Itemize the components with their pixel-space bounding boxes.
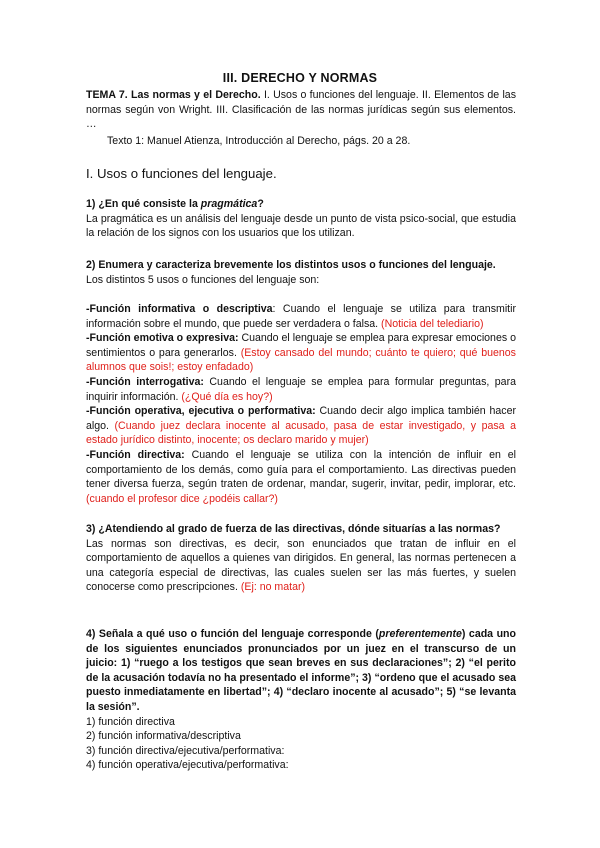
question-1-answer: La pragmática es un análisis del lenguaje desde un punto de vista psico-social, que estudia la relación de los signos con los usuarios que los utilizan. [86, 212, 516, 240]
question-3-label: 3) ¿Atendiendo al grado de fuerza de las directivas, dónde situarías a las normas? [86, 523, 501, 535]
function-example: (Estoy cansado del mundo; cuánto te quiero; qué buenos alumnos que sois!; estoy enfadado) [86, 346, 516, 374]
function-list [86, 302, 516, 506]
function-item: -Función operativa, ejecutiva o performativa: Cuando decir algo implica también hacer algo. (Cuando juez declara inocente al acusado, pasa de estar investigado, y pasa a estado jurídico distinto, inocente; os declaro marido y mujer) [86, 405, 516, 447]
answer-item: 2) función informativa/descriptiva [86, 730, 241, 743]
answer-item: 3) función directiva/ejecutiva/performativa: [86, 744, 285, 757]
question-3 [86, 522, 516, 595]
pragmatica-term: pragmática [200, 198, 258, 210]
texto-reference: Texto 1: Manuel Atienza, Introducción al Derecho, págs. 20 a 28. [107, 135, 411, 147]
question-1-label: 1) ¿En qué consiste la pragmática? [86, 198, 264, 210]
function-item: -Función informativa o descriptiva: Cuando el lenguaje se utiliza para transmitir información sobre el mundo, que puede ser verdadera o falsa. (Noticia del telediario) [86, 303, 516, 330]
answer-item: 1) función directiva [86, 715, 175, 728]
function-item: -Función directiva: Cuando el lenguaje se utiliza con la intención de influir en el comportamiento de los demás, como guía para el comportamiento. Las directivas pueden tener diversa fuerza, según traten de ordenar, mandar, sugerir, invitar, pedir, implorar, etc. (cuando el profesor dice ¿podéis callar?) [86, 448, 516, 505]
question-1 [86, 197, 516, 241]
question-3-answer: Las normas son directivas, es decir, son enunciados que tratan de influir en el comportamiento de aquellos a quienes van dirigidos. En general, las normas pertenecen a una categoría especial de directivas, las cuales suelen ser las más fuertes, y suelen conocerse como prescripciones. (Ej: no matar) [86, 537, 516, 594]
answer-item: 4) función operativa/ejecutiva/performativa: [86, 759, 289, 772]
function-example: (¿Qué día es hoy?) [178, 390, 273, 403]
tema-paragraph [86, 88, 516, 132]
tema-heading: TEMA 7. Las normas y el Derecho. [86, 89, 261, 101]
question-4 [86, 627, 516, 773]
page-title: III. DERECHO Y NORMAS [222, 71, 378, 85]
question-2-intro: Los distintos 5 usos o funciones del lenguaje son: [86, 273, 320, 286]
section-heading: I. Usos o funciones del lenguaje. [86, 166, 277, 181]
question-2 [86, 258, 516, 287]
question-3-example: (Ej: no matar) [237, 581, 306, 594]
function-example: (Noticia del telediario) [378, 317, 484, 330]
function-item: -Función emotiva o expresiva: Cuando el lenguaje se emplea para expresar emociones o sentimientos o para generarlos. (Estoy cansado del mundo; cuánto te quiero; qué buenos alumnos que sois!; estoy enfadado) [86, 332, 516, 374]
preferentemente-term: preferentemente [378, 628, 462, 640]
question-2-label: 2) Enumera y caracteriza brevemente los distintos usos o funciones del lenguaje. [86, 259, 496, 271]
function-item: -Función interrogativa: Cuando el lenguaje se emplea para formular preguntas, para inquirir información. (¿Qué día es hoy?) [86, 375, 516, 403]
function-example: (cuando el profesor dice ¿podéis callar?) [86, 492, 278, 505]
tema-contents: I. Usos o funciones del lenguaje. II. Elementos de las normas según von Wright. III. Clasificación de las normas jurídicas según sus elementos. … [86, 89, 516, 131]
question-4-label: 4) Señala a qué uso o función del lenguaje corresponde (preferentemente) cada uno de los siguientes enunciados pronunciados por un juez en el transcurso de un juicio: 1) “ruego a los testigos que sean breves en sus declaraciones”; 2) “el perito de la acusación todavía no ha presentado el informe”; 3) “ordeno que el acusado sea puesto inmediatamente en libertad”; 4) “declaro inocente al acusado”; 5) “se levanta la sesión”. [86, 628, 516, 713]
function-example: (Cuando juez declara inocente al acusado, pasa de estar investigado, y pasa a estado jurídico distinto, inocente; os declaro marido y mujer) [86, 419, 516, 447]
